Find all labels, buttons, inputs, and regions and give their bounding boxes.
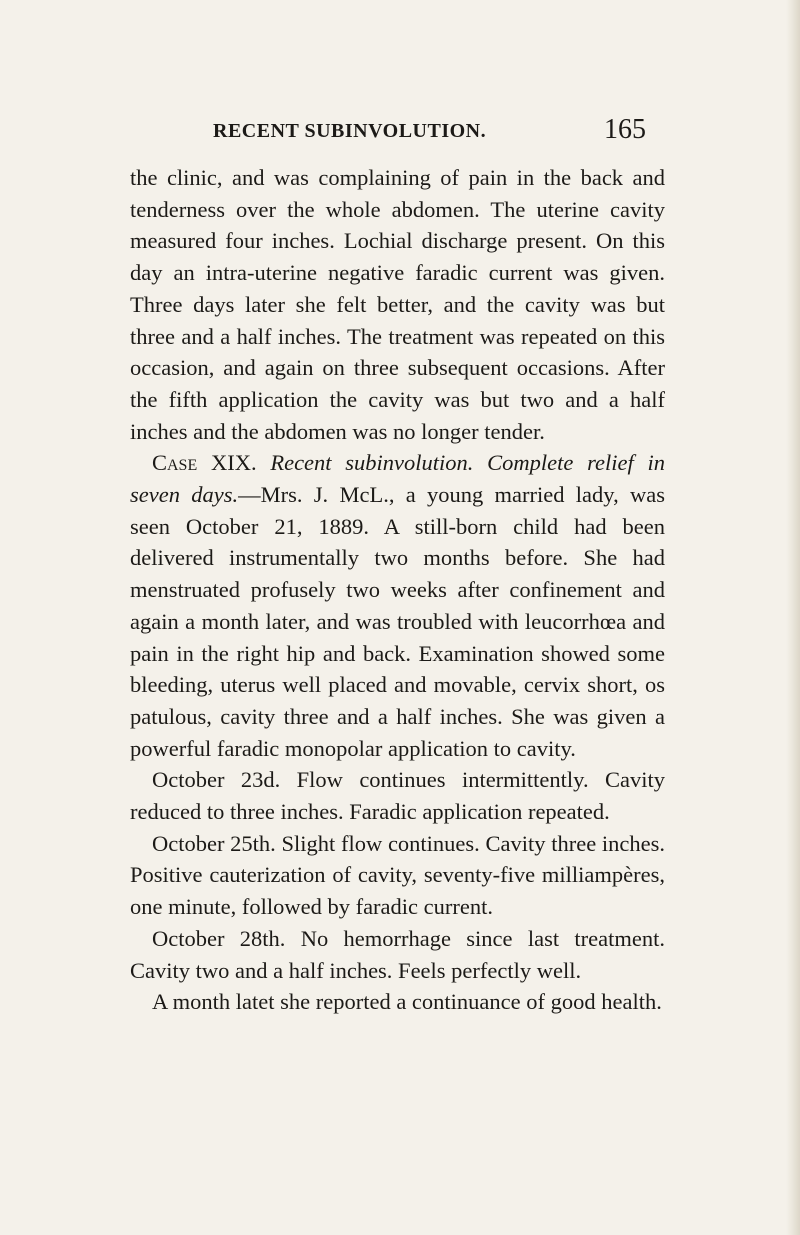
- paragraph-month-later: A month latet she reported a continuance of good health.: [152, 989, 662, 1015]
- paragraph-october-28: October 28th. No hemorrhage since last treatment. Cavity two and a half inches. Feels perfectly well.: [130, 925, 665, 983]
- running-head: RECENT SUBINVOLUTION.: [213, 120, 487, 142]
- paragraph-case-xix: [130, 447, 665, 764]
- paragraph-continuation: the clinic, and was complaining of pain in the back and tenderness over the whole abdomen. The uterine cavity measured four inches. Lochial discharge present. On this day an intra-uterine negative faradic current was given. Three days later she felt better, and the cavity was but three and a half inches. The treatment was repeated on this occasion, and again on three subsequent occasions. After the fifth application the cavity was but two and a half inches and the abdomen was no longer tender.: [130, 165, 665, 444]
- paragraph-october-23: October 23d. Flow continues intermittently. Cavity reduced to three inches. Faradic application repeated.: [130, 767, 665, 825]
- case-title: Recent subinvolution. Complete relief in seven days.: [130, 450, 665, 508]
- body-text: [130, 162, 665, 1018]
- page-number: 165: [604, 114, 646, 145]
- paragraph-october-25: October 25th. Slight flow continues. Cavity three inches. Positive cauterization of cavity, seventy-five milliampères, one minute, followed by faradic current.: [130, 830, 665, 920]
- case-text: —Mrs. J. McL., a young married lady, was seen October 21, 1889. A still-born child had been delivered instrumentally two months before. She had menstruated profusely two weeks after confinement and again a month later, and was troubled with leucorrhœa and pain in the right hip and back. Examination showed some bleeding, uterus well placed and movable, cervix short, os patulous, cavity three and a half inches. She was given a powerful faradic monopolar application to cavity.: [130, 482, 665, 761]
- case-label: Case XIX.: [152, 450, 257, 476]
- page-edge-shadow: [786, 0, 800, 1235]
- page-header: [0, 114, 800, 154]
